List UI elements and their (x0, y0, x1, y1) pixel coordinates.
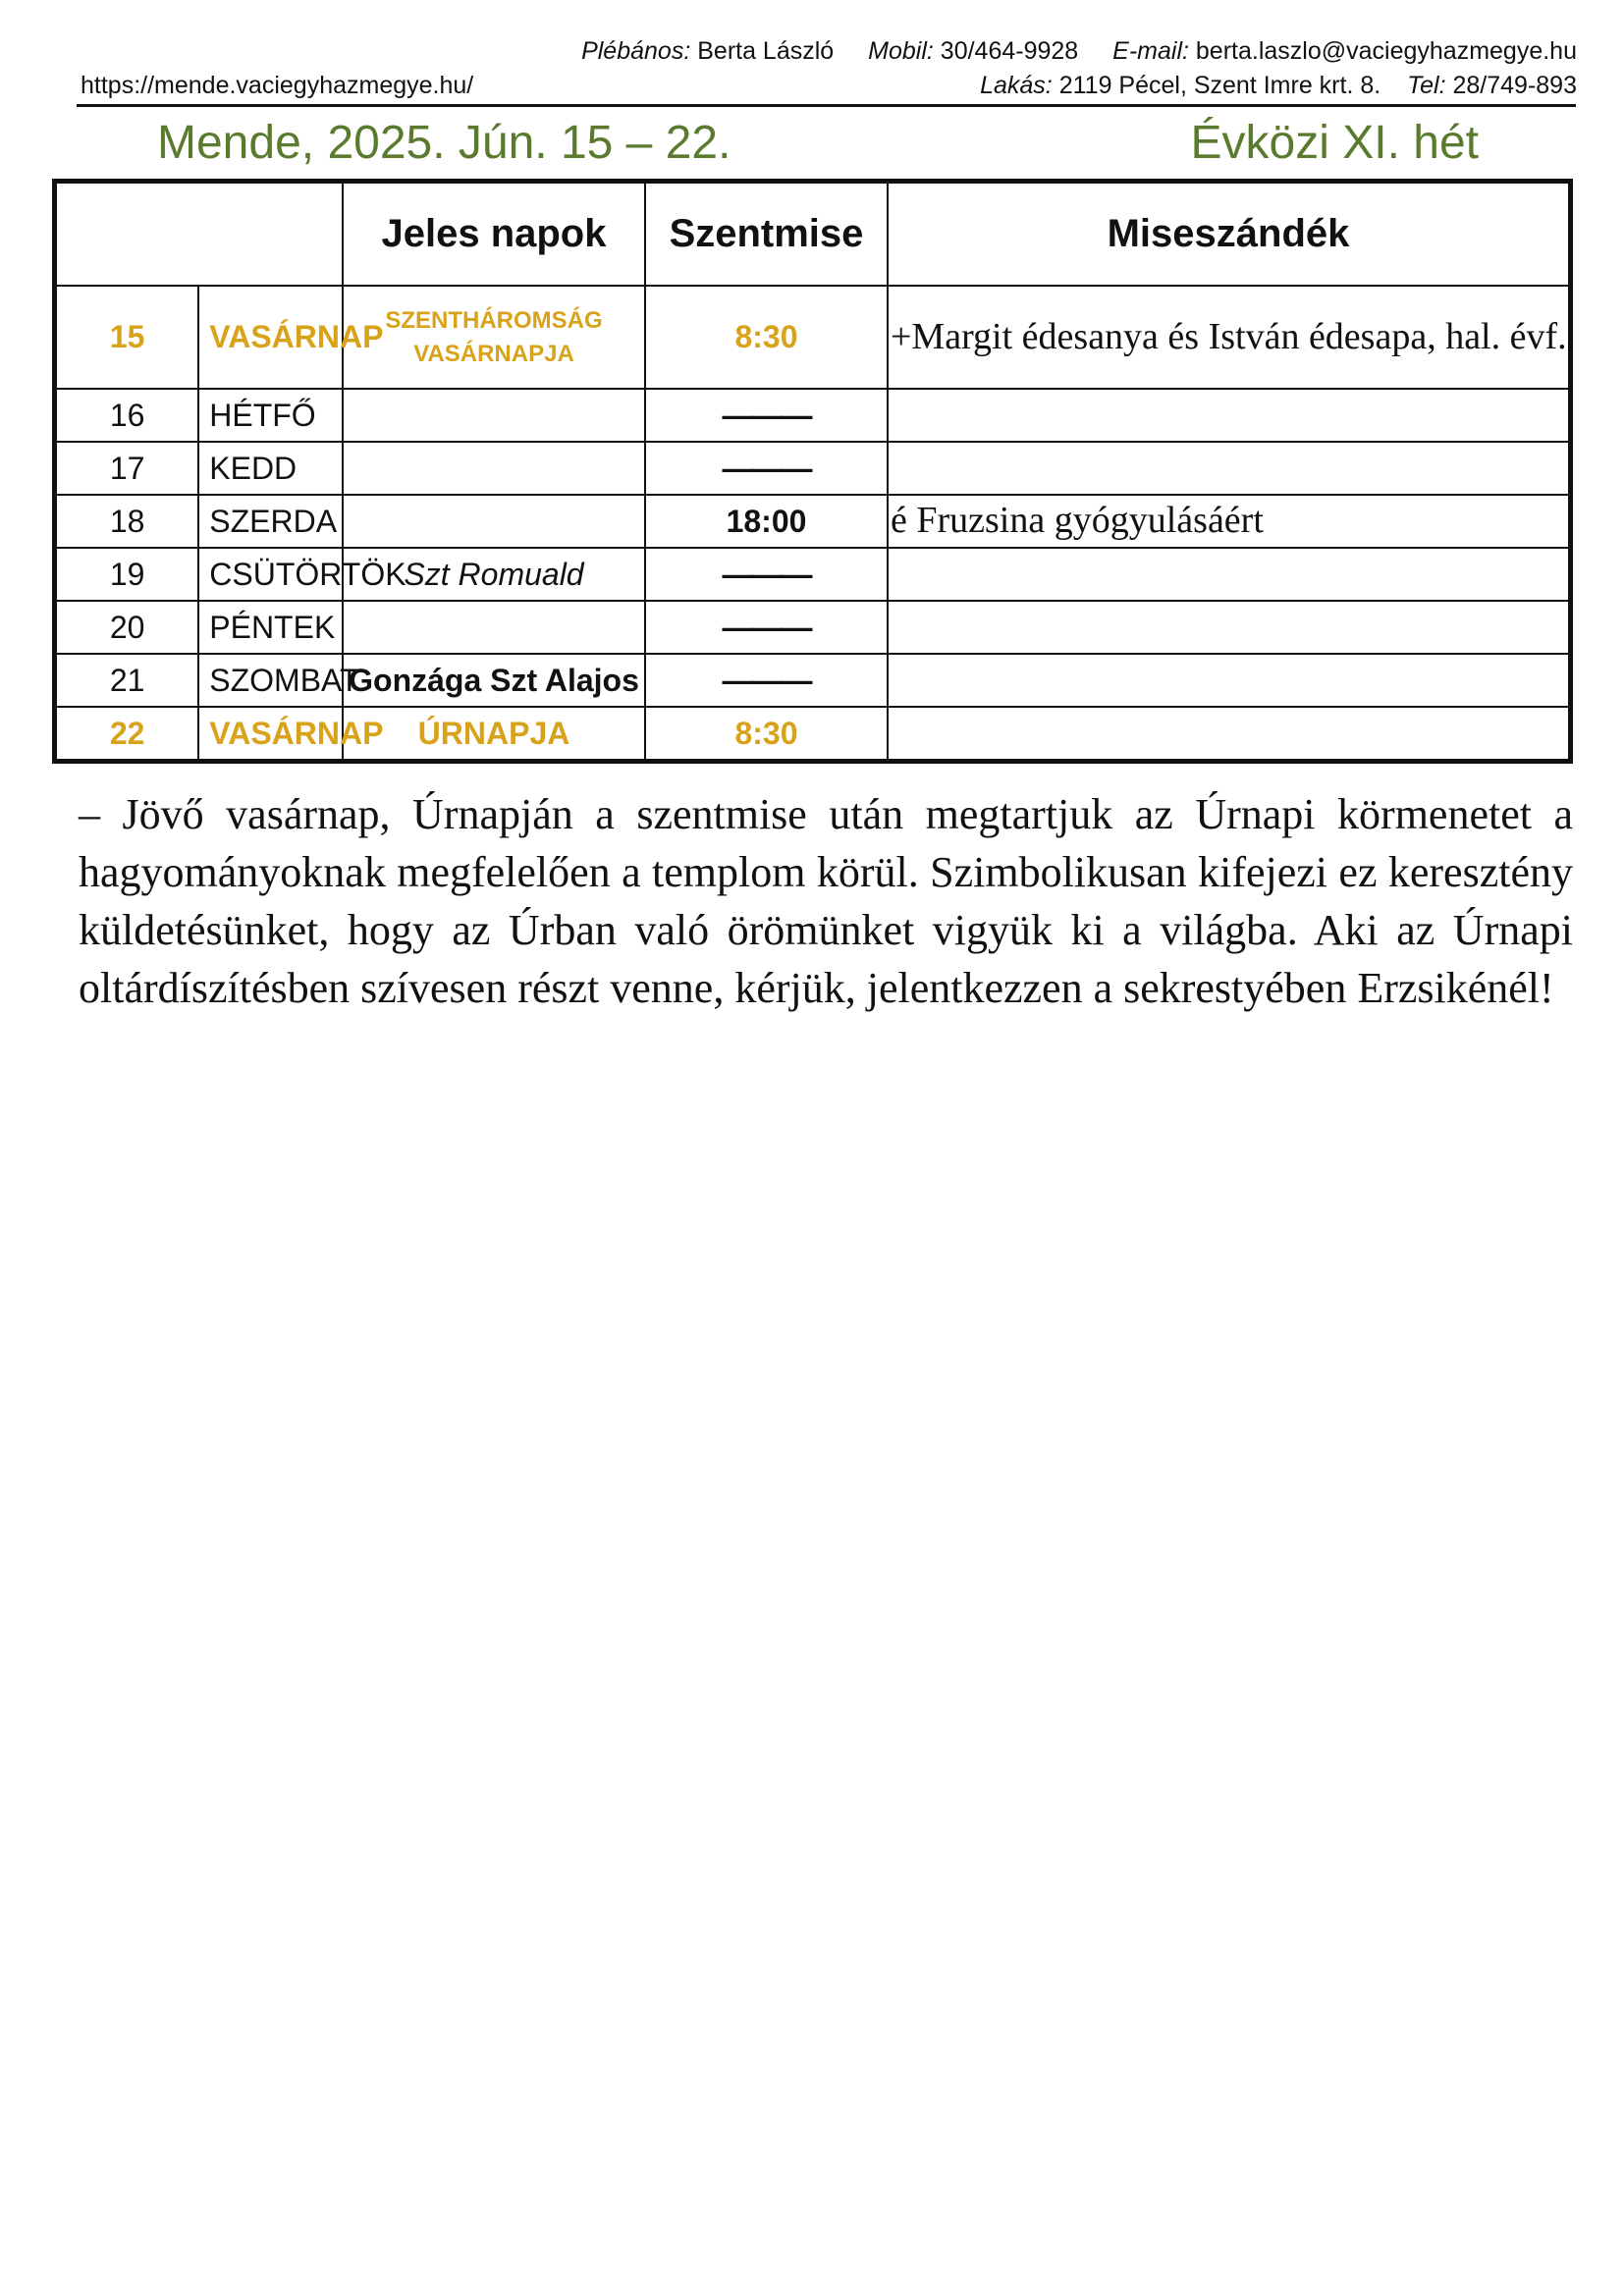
header-mass: Szentmise (645, 182, 888, 287)
website-link[interactable]: https://mende.vaciegyhazmegye.hu/ (81, 72, 474, 99)
feast-cell (343, 286, 645, 389)
no-mass-dash: ——— (645, 389, 888, 442)
address-line (81, 72, 1577, 100)
table-row (55, 442, 1571, 495)
day-number: 20 (55, 601, 199, 654)
day-name: HÉTFŐ (198, 389, 343, 442)
announcement-paragraph: – Jövő vasárnap, Úrnapján a szentmise után megtartjuk az Úrnapi körmenetet a hagyományoknak megfelelően a templom körül. Szimbolikusan kifejezi ez keresztény küldetésünket, hogy az Úrban való örömünket vigyük ki a világba. Aki az Úrnapi oltárdíszítésben szívesen részt venne, kérjük, jelentkezzen a sekrestyében Erzsikénél! (79, 790, 1573, 1012)
feast-cell: ÚRNAPJA (343, 707, 645, 762)
no-mass-dash: ——— (645, 601, 888, 654)
no-mass-dash: ——— (645, 442, 888, 495)
home-address (980, 72, 1577, 100)
home-label: Lakás: (980, 72, 1053, 99)
header-day (55, 182, 344, 287)
no-mass-dash: ——— (645, 654, 888, 707)
mass-intention (888, 389, 1571, 442)
table-row (55, 389, 1571, 442)
tel-value: 28/749-893 (1452, 72, 1577, 99)
day-name: SZERDA (198, 495, 343, 548)
day-name: CSÜTÖRTÖK (198, 548, 343, 601)
feast-cell (343, 389, 645, 442)
email-address[interactable]: berta.laszlo@vaciegyhazmegye.hu (1195, 37, 1577, 65)
week-title: Évközi XI. hét (1190, 117, 1479, 169)
mass-time: 18:00 (645, 495, 888, 548)
feast-line: SZENTHÁROMSÁG (385, 306, 603, 334)
priest-label: Plébános: (581, 37, 691, 65)
day-name: KEDD (198, 442, 343, 495)
day-number: 19 (55, 548, 199, 601)
day-number: 18 (55, 495, 199, 548)
day-number: 21 (55, 654, 199, 707)
day-number: 16 (55, 389, 199, 442)
header-feasts: Jeles napok (343, 182, 645, 287)
day-number: 15 (55, 286, 199, 389)
table-row (55, 548, 1571, 601)
mass-intention: +Margit édesanya és István édesapa, hal. évf. (888, 286, 1571, 389)
mass-intention (888, 548, 1571, 601)
email-label: E-mail: (1112, 37, 1189, 65)
feast-line: VASÁRNAPJA (413, 340, 574, 367)
table-row (55, 654, 1571, 707)
mobile-number: 30/464-9928 (940, 37, 1079, 65)
tel-label: Tel: (1407, 72, 1446, 99)
day-number: 17 (55, 442, 199, 495)
contact-line (581, 37, 1577, 66)
header-rule (77, 104, 1576, 107)
page-title: Mende, 2025. Jún. 15 – 22. (157, 117, 731, 169)
mass-intention (888, 601, 1571, 654)
feast-cell (343, 601, 645, 654)
day-name: VASÁRNAP (198, 707, 343, 762)
day-name: VASÁRNAP (198, 286, 343, 389)
table-header-row (55, 182, 1571, 287)
day-name: SZOMBAT (198, 654, 343, 707)
feast-cell: Szt Romuald (343, 548, 645, 601)
mass-time: 8:30 (645, 707, 888, 762)
day-name: PÉNTEK (198, 601, 343, 654)
feast-cell (343, 442, 645, 495)
feast-cell: Gonzága Szt Alajos (343, 654, 645, 707)
mass-schedule-table (52, 179, 1573, 764)
mass-intention (888, 442, 1571, 495)
table-row (55, 707, 1571, 762)
mass-intention (888, 654, 1571, 707)
mobile-label: Mobil: (868, 37, 934, 65)
priest-name: Berta László (697, 37, 835, 65)
header-intention: Miseszándék (888, 182, 1571, 287)
mass-intention (888, 707, 1571, 762)
table-row (55, 286, 1571, 389)
day-number: 22 (55, 707, 199, 762)
mass-time: 8:30 (645, 286, 888, 389)
table-row (55, 495, 1571, 548)
home-value: 2119 Pécel, Szent Imre krt. 8. (1058, 72, 1381, 99)
mass-intention: é Fruzsina gyógyulásáért (888, 495, 1571, 548)
no-mass-dash: ——— (645, 548, 888, 601)
feast-cell (343, 495, 645, 548)
table-row (55, 601, 1571, 654)
